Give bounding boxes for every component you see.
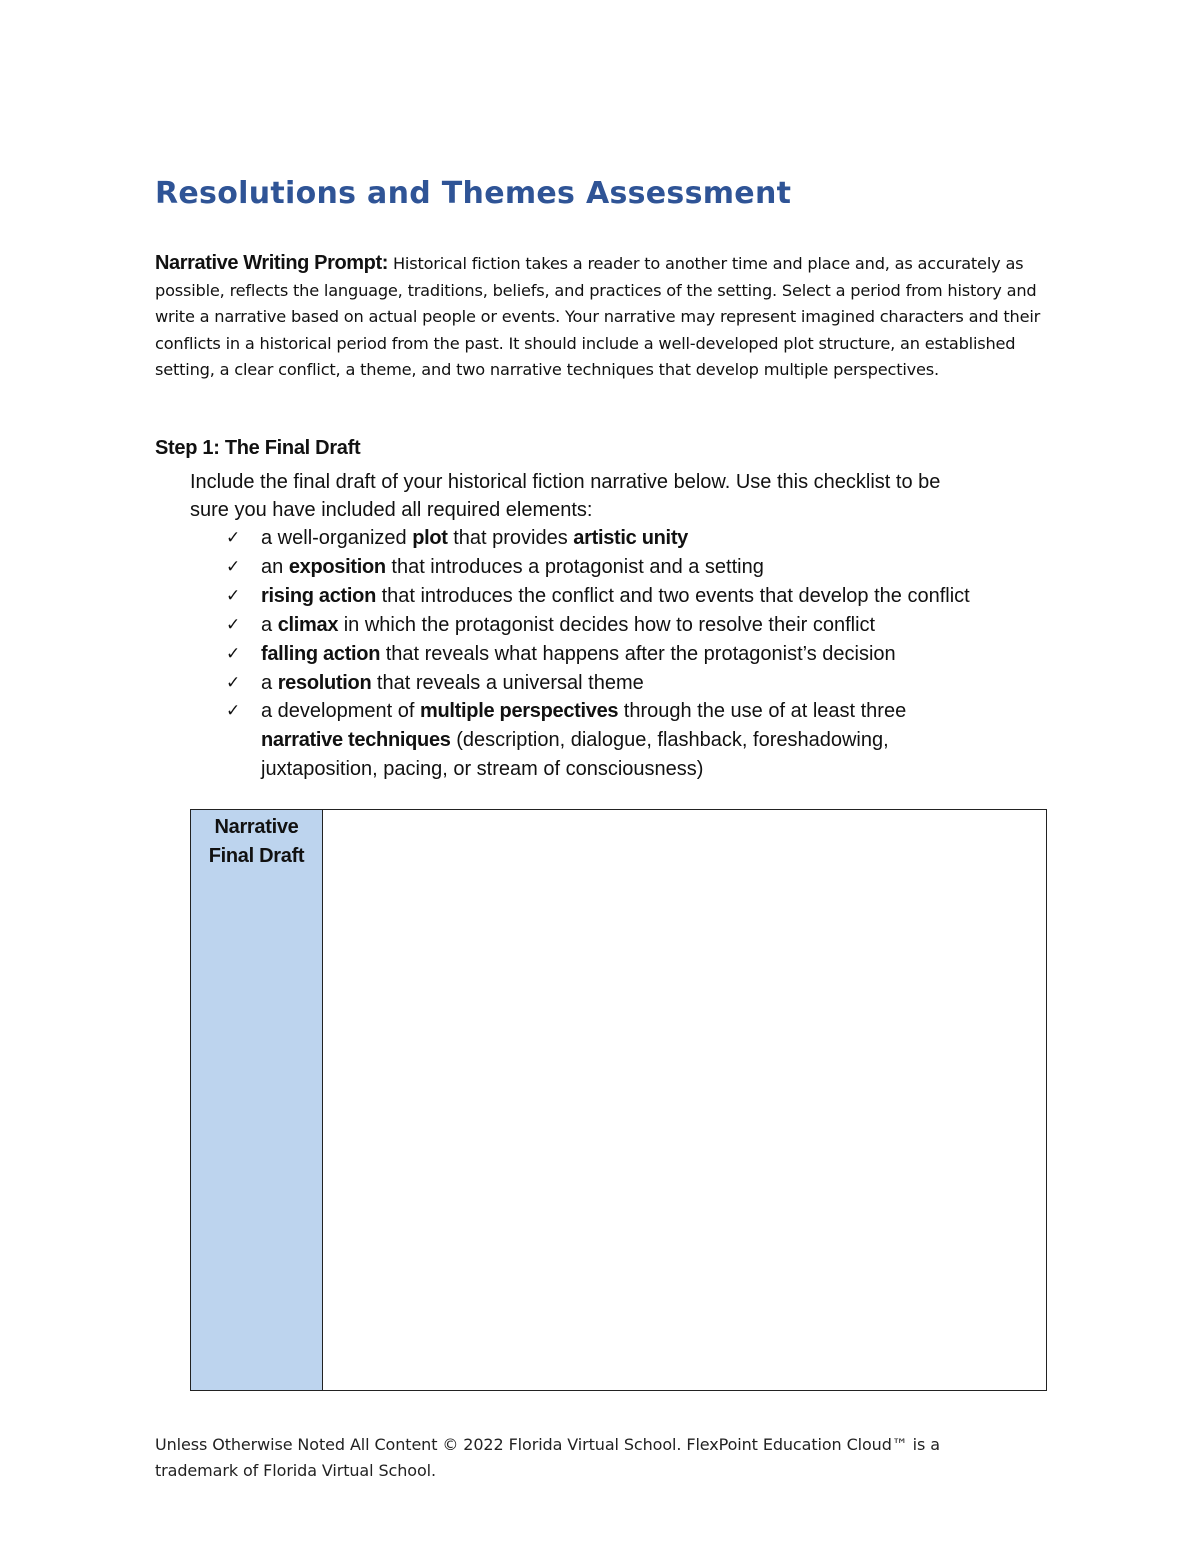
- checklist-item: ✓ a well-organized plot that provides artistic unity: [190, 524, 1070, 553]
- writing-prompt: [155, 250, 1055, 384]
- key-term: rising action: [261, 584, 377, 607]
- draft-table-label: [191, 810, 323, 1390]
- footer-line-2: trademark of Florida Virtual School.: [155, 1460, 436, 1480]
- key-term: plot: [412, 527, 448, 549]
- label-line-2: Final Draft: [208, 845, 305, 867]
- prompt-label: Narrative Writing Prompt:: [155, 252, 388, 274]
- checkmark-icon: ✓: [226, 701, 241, 722]
- checklist-item: ✓ an exposition that introduces a protagonist and a setting: [190, 553, 1070, 582]
- page-title: Resolutions and Themes Assessment: [155, 176, 792, 211]
- key-term: narrative techniques: [261, 729, 451, 752]
- footer-line-1: Unless Otherwise Noted All Content © 2022 Florida Virtual School. FlexPoint Education Cloud™ is a: [155, 1435, 940, 1454]
- checkmark-icon: ✓: [226, 672, 241, 693]
- prompt-text: Historical fiction takes a reader to another time and place and, as accurately as possible, reflects the language, traditions, beliefs, and practices of the setting. Select a period from history and write a narrative based on actual people or events. Your narrative may represent imagined characters and their conflicts in a historical period from the past. It should include a well-developed plot structure, an established setting, a clear conflict, a theme, and two narrative techniques that develop multiple perspectives.: [155, 254, 1041, 379]
- requirements-checklist: [190, 524, 1070, 784]
- checklist-item: ✓ a climax in which the protagonist decides how to resolve their conflict: [190, 611, 1070, 640]
- intro-line-2: sure you have included all required elements:: [190, 499, 593, 521]
- checklist-item: ✓ rising action that introduces the conflict and two events that develop the conflict: [190, 582, 1070, 611]
- checklist-item: ✓ a resolution that reveals a universal theme: [190, 669, 1070, 698]
- draft-entry-area[interactable]: [323, 810, 1046, 1390]
- step-1-heading: Step 1: The Final Draft: [155, 437, 361, 459]
- checkmark-icon: ✓: [226, 643, 241, 664]
- copyright-footer: [155, 1432, 1055, 1483]
- key-term: multiple perspectives: [420, 700, 619, 723]
- intro-line-1: Include the final draft of your historical fiction narrative below. Use this checklist to be: [190, 471, 941, 493]
- checkmark-icon: ✓: [226, 528, 241, 548]
- key-term: exposition: [288, 555, 386, 578]
- checklist-item: ✓ a development of multiple perspectives through the use of at least three narrative techniques (description, dialogue, flashback, foreshadowing, juxtaposition, pacing, or stream of consciousness): [190, 697, 1070, 784]
- step-1-intro: [190, 468, 1070, 524]
- key-term: falling action: [261, 642, 381, 665]
- checklist-item: ✓ falling action that reveals what happens after the protagonist’s decision: [190, 640, 1070, 669]
- final-draft-table: [190, 809, 1047, 1391]
- checkmark-icon: ✓: [226, 614, 241, 635]
- key-term: resolution: [277, 671, 372, 694]
- checkmark-icon: ✓: [226, 556, 241, 577]
- key-term: artistic unity: [573, 527, 688, 549]
- checkmark-icon: ✓: [226, 585, 241, 606]
- label-line-1: Narrative: [214, 816, 299, 838]
- key-term: climax: [277, 613, 339, 636]
